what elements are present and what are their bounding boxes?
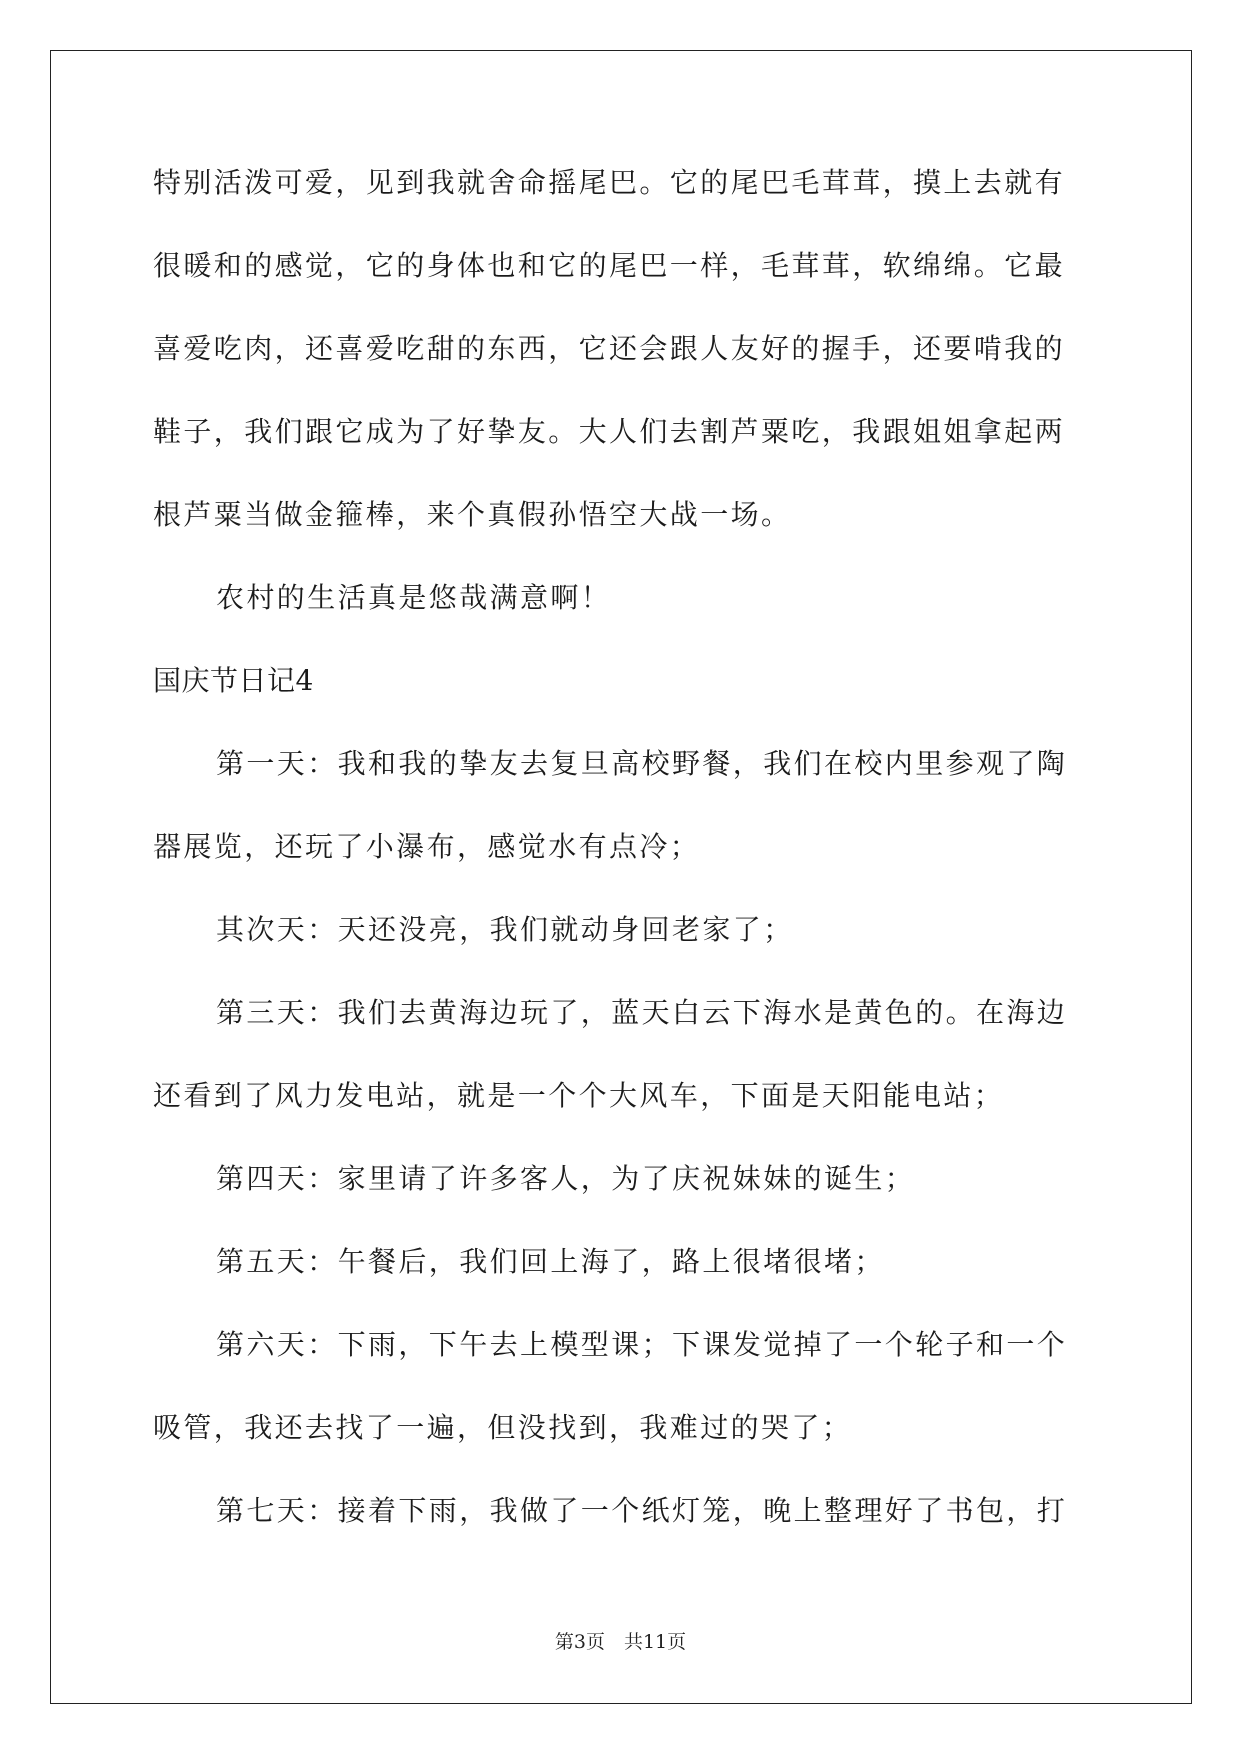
text-line: 器展览，还玩了小瀑布，感觉水有点冷； [153, 830, 701, 863]
text-line: 吸管，我还去找了一遍，但没找到，我难过的哭了； [153, 1411, 853, 1444]
text-line: 第一天：我和我的挚友去复旦高校野餐，我们在校内里参观了陶 [216, 747, 1068, 780]
text-line: 第七天：接着下雨，我做了一个纸灯笼，晚上整理好了书包，打 [216, 1494, 1068, 1527]
text-line: 第六天：下雨，下午去上模型课；下课发觉掉了一个轮子和一个 [216, 1328, 1068, 1361]
page-number: 第3页 共11页 [554, 1631, 687, 1653]
text-line: 第四天：家里请了许多客人，为了庆祝妹妹的诞生； [216, 1162, 916, 1195]
text-line: 喜爱吃肉，还喜爱吃甜的东西，它还会跟人友好的握手，还要啃我的 [153, 332, 1066, 365]
text-line: 特别活泼可爱，见到我就舍命摇尾巴。它的尾巴毛茸茸，摸上去就有 [153, 166, 1066, 199]
text-line: 第五天：午餐后，我们回上海了，路上很堵很堵； [216, 1245, 885, 1278]
text-line: 还看到了风力发电站，就是一个个大风车，下面是天阳能电站； [153, 1079, 1005, 1112]
text-line: 第三天：我们去黄海边玩了，蓝天白云下海水是黄色的。在海边 [216, 996, 1068, 1029]
text-line: 农村的生活真是悠哉满意啊！ [216, 581, 612, 614]
text-line: 很暖和的感觉，它的身体也和它的尾巴一样，毛茸茸，软绵绵。它最 [153, 249, 1066, 282]
text-line: 鞋子，我们跟它成为了好挚友。大人们去割芦粟吃，我跟姐姐拿起两 [153, 415, 1066, 448]
text-line: 根芦粟当做金箍棒，来个真假孙悟空大战一场。 [153, 498, 792, 531]
document-body [153, 162, 1093, 1573]
section-heading: 国庆节日记4 [153, 664, 314, 697]
text-line: 其次天：天还没亮，我们就动身回老家了； [216, 913, 794, 946]
